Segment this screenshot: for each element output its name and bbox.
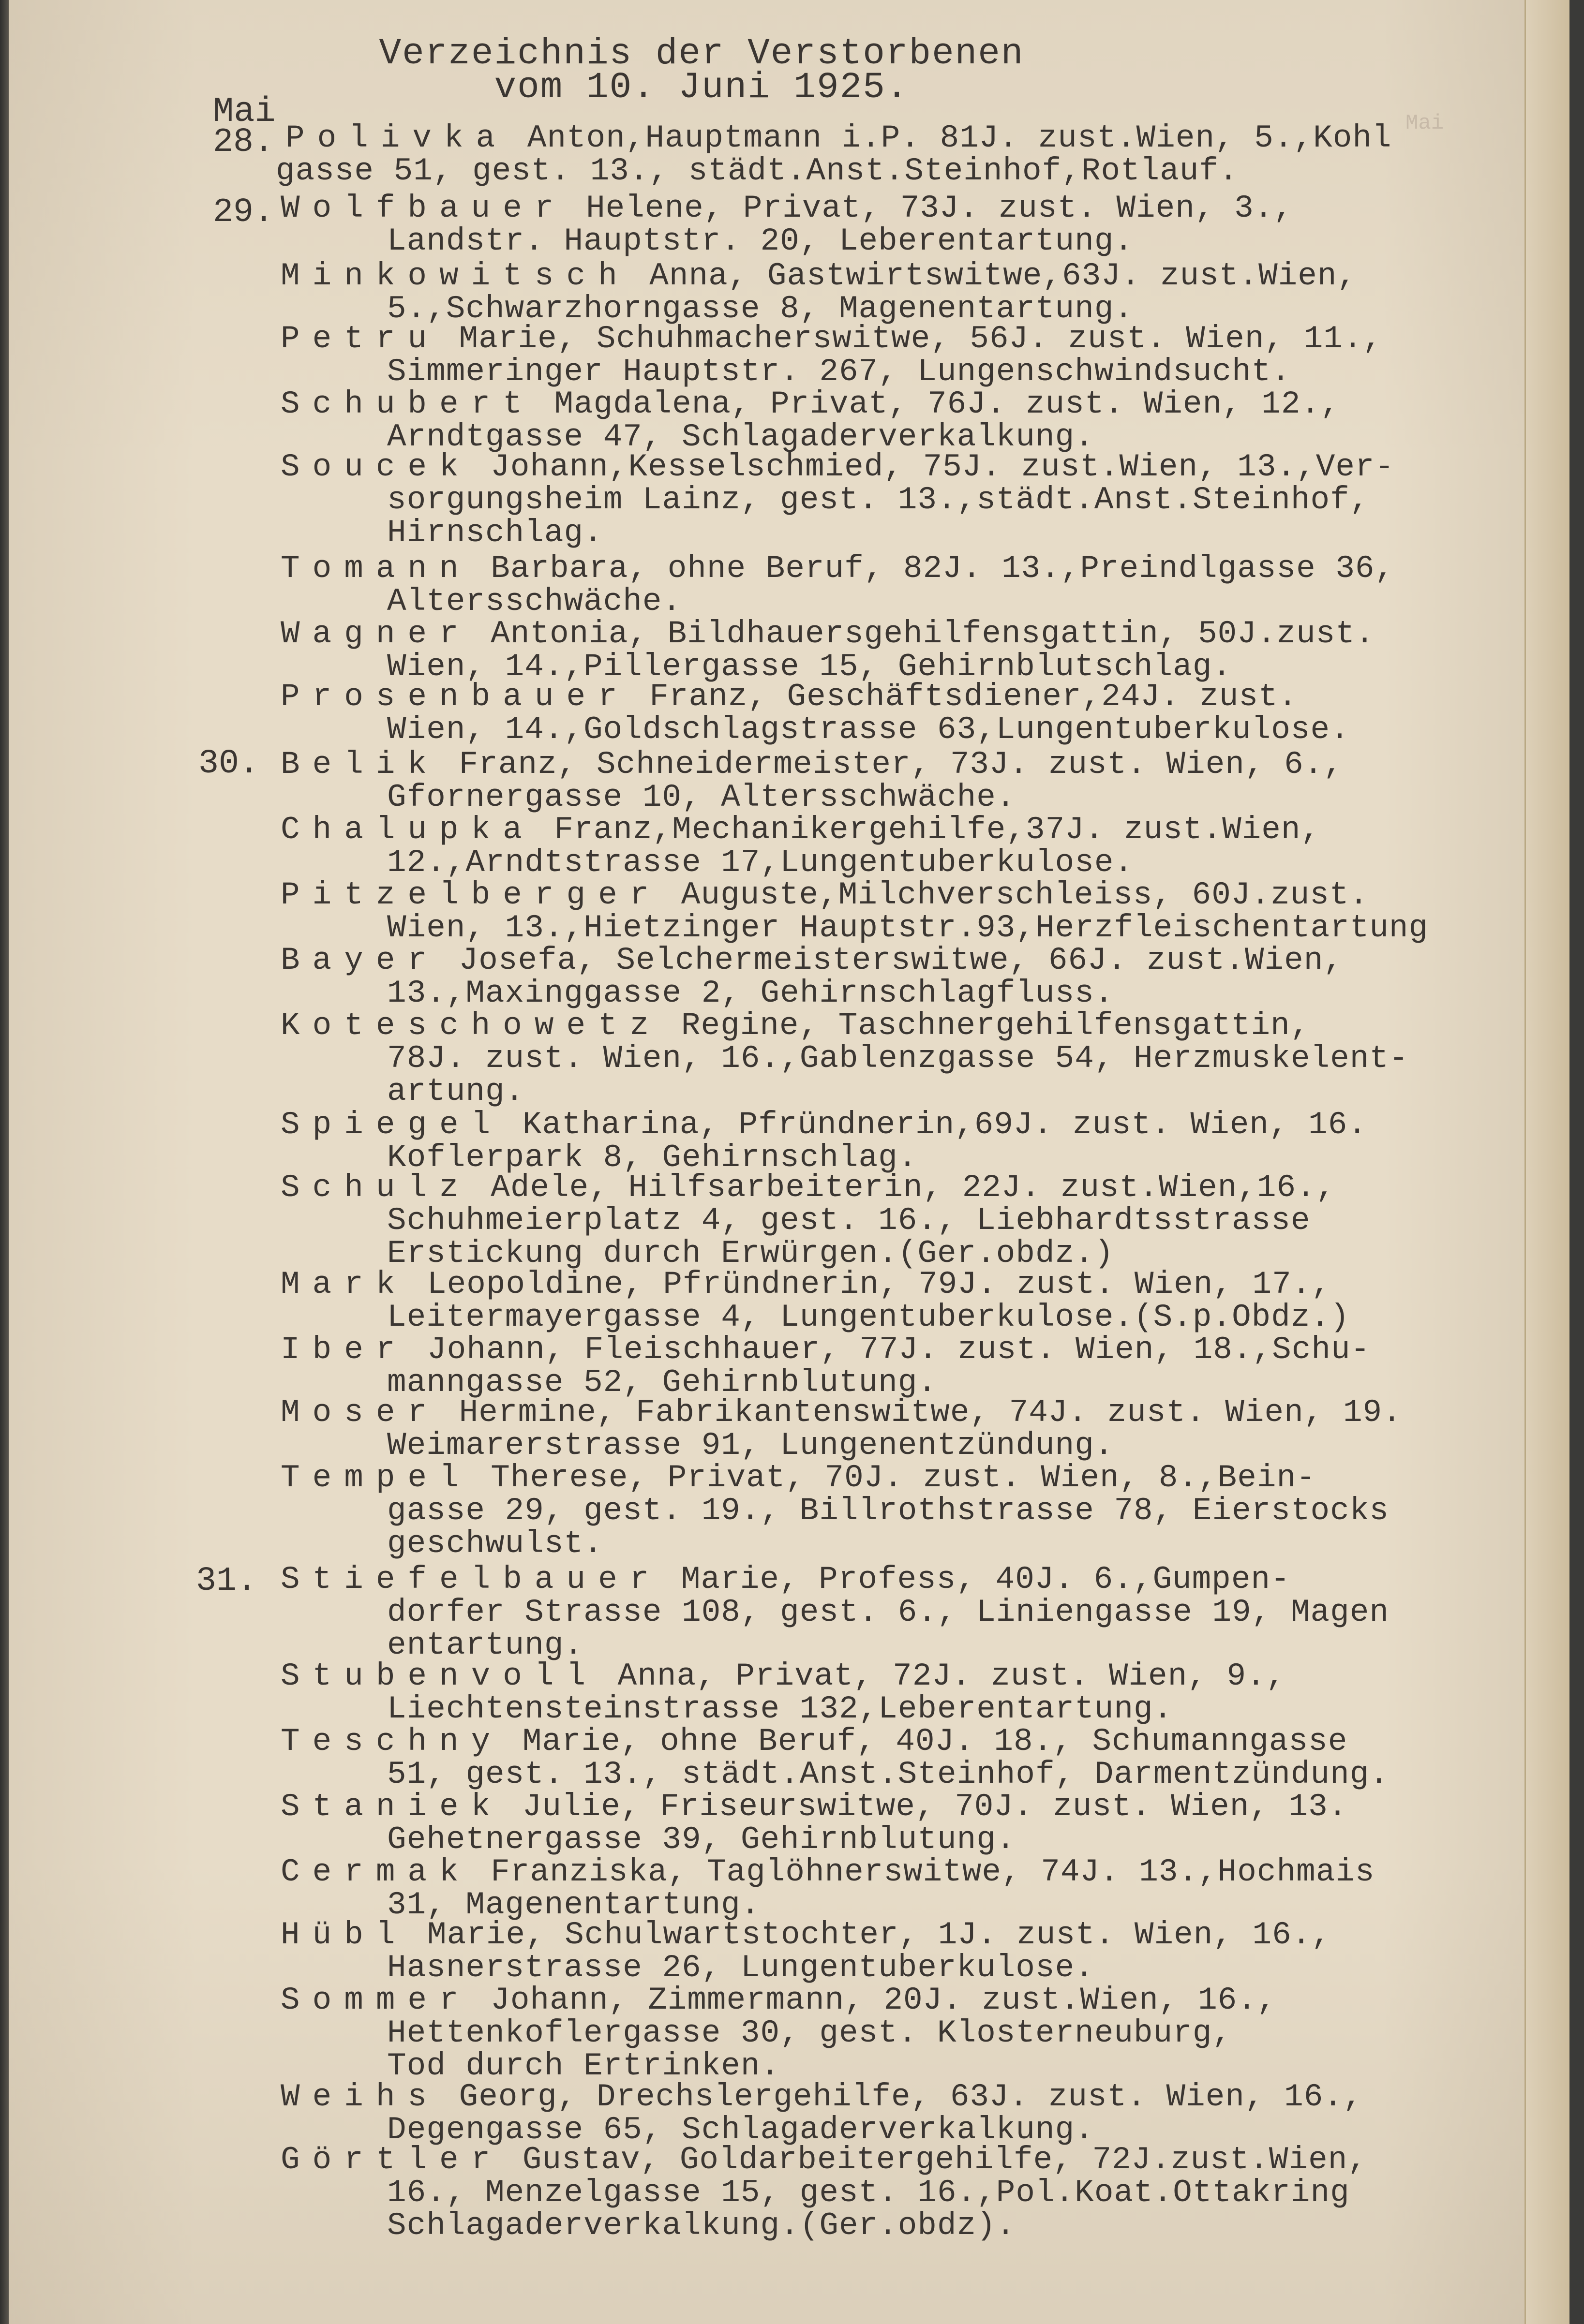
entry-26-line2: Hasnerstrasse 26, Lungentuberkulose. — [387, 1950, 1094, 1986]
entry-22-details: Anna, Privat, 72J. zust. Wien, 9., — [598, 1658, 1286, 1694]
entry-15-line1 — [281, 1108, 1367, 1142]
day-marker-30: 30. — [198, 745, 260, 783]
entry-5-line1 — [281, 387, 1340, 422]
entry-27-surname: Sommer — [281, 1982, 471, 2018]
entry-3-line2: 5.,Schwarzhorngasse 8, Magenentartung. — [387, 291, 1134, 327]
entry-13-line1 — [281, 943, 1343, 978]
entry-7-line2: Altersschwäche. — [387, 583, 682, 620]
entry-8-line2: Wien, 14.,Pillergasse 15, Gehirnblutschlag. — [387, 649, 1232, 685]
entry-18-line2: manngasse 52, Gehirnblutung. — [387, 1364, 937, 1401]
entry-14-line3: artung. — [387, 1073, 525, 1110]
day-marker-28: 28. — [213, 123, 274, 162]
entry-28-line1 — [281, 2080, 1363, 2115]
entry-26-surname: Hübl — [281, 1917, 408, 1953]
entry-9-surname: Prosenbauer — [281, 679, 630, 715]
entry-27-details: Johann, Zimmermann, 20J. zust.Wien, 16., — [471, 1982, 1277, 2018]
entry-19-line1 — [281, 1395, 1402, 1430]
entry-20-line2: gasse 29, gest. 19., Billrothstrasse 78, Eierstocks — [387, 1493, 1389, 1529]
entry-18-line1 — [281, 1332, 1370, 1367]
entry-13-surname: Bayer — [281, 942, 440, 978]
entry-18-details: Johann, Fleischhauer, 77J. zust. Wien, 18.,Schu- — [407, 1332, 1371, 1368]
entry-23-line1 — [281, 1724, 1347, 1759]
entry-20-details: Therese, Privat, 70J. zust. Wien, 8.,Bein- — [471, 1460, 1316, 1496]
entry-7-line1 — [281, 551, 1394, 586]
entry-22-line1 — [281, 1659, 1285, 1694]
entry-12-details: Auguste,Milchverschleiss, 60J.zust. — [661, 877, 1369, 913]
entry-16-line3: Erstickung durch Erwürgen.(Ger.obdz.) — [387, 1235, 1114, 1272]
entry-29-line3: Schlagaderverkalkung.(Ger.obdz). — [387, 2207, 1016, 2244]
entry-9-line2: Wien, 14.,Goldschlagstrasse 63,Lungentuberkulose. — [387, 711, 1350, 748]
entry-26-details: Marie, Schulwartstochter, 1J. zust. Wien, 16., — [407, 1917, 1331, 1953]
entry-26-line1 — [281, 1918, 1331, 1953]
entry-19-surname: Moser — [281, 1394, 440, 1431]
entry-15-line2: Koflerpark 8, Gehirnschlag. — [387, 1140, 918, 1176]
entry-22-surname: Stubenvoll — [281, 1658, 598, 1694]
entry-3-details: Anna, Gastwirtswitwe,63J. zust.Wien, — [629, 258, 1357, 294]
entry-15-surname: Spiegel — [281, 1107, 503, 1143]
entry-17-line1 — [281, 1267, 1331, 1302]
entry-28-surname: Weihs — [281, 2079, 440, 2115]
entry-11-line2: 12.,Arndtstrasse 17,Lungentuberkulose. — [387, 844, 1134, 881]
entry-18-surname: Iber — [281, 1332, 408, 1368]
entry-8-details: Antonia, Bildhauersgehilfensgattin, 50J.zust. — [471, 616, 1375, 652]
entry-15-details: Katharina, Pfründnerin,69J. zust. Wien, 16. — [503, 1107, 1367, 1143]
day-marker-29: 29. — [213, 193, 274, 232]
entry-23-details: Marie, ohne Beruf, 40J. 18., Schumanngasse — [503, 1723, 1348, 1760]
entry-5-surname: Schubert — [281, 386, 535, 422]
entry-14-line2: 78J. zust. Wien, 16.,Gablenzgasse 54, Herzmuskelent- — [387, 1040, 1409, 1077]
day-marker-31: 31. — [196, 1562, 257, 1600]
entry-3-line1 — [281, 259, 1357, 294]
entry-25-surname: Cermak — [281, 1854, 471, 1890]
entry-27-line3: Tod durch Ertrinken. — [387, 2048, 780, 2084]
entry-2-details: Helene, Privat, 73J. zust. Wien, 3., — [566, 190, 1293, 226]
entry-29-line1 — [281, 2143, 1367, 2177]
entry-29-surname: Görtler — [281, 2142, 503, 2178]
entry-21-line1 — [281, 1562, 1290, 1597]
entry-10-line1 — [281, 747, 1343, 782]
entry-4-details: Marie, Schuhmacherswitwe, 56J. zust. Wien, 11., — [439, 321, 1383, 357]
entry-11-surname: Chalupka — [281, 812, 535, 848]
entry-1-line2: gasse 51, gest. 13., städt.Anst.Steinhof,Rotlauf. — [276, 153, 1239, 189]
entry-17-surname: Mark — [281, 1266, 408, 1303]
entry-13-line2: 13.,Maxinggasse 2, Gehirnschlagfluss. — [387, 975, 1114, 1011]
entry-4-line1 — [281, 322, 1382, 356]
entry-11-line1 — [281, 813, 1320, 847]
entry-2-line2: Landstr. Hauptstr. 20, Leberentartung. — [387, 223, 1134, 259]
entry-19-details: Hermine, Fabrikantenswitwe, 74J. zust. Wien, 19. — [439, 1394, 1402, 1431]
entry-29-line2: 16., Menzelgasse 15, gest. 16.,Pol.Koat.Ottakring — [387, 2175, 1350, 2211]
entry-4-line2: Simmeringer Hauptstr. 267, Lungenschwindsucht. — [387, 354, 1291, 390]
entry-24-surname: Staniek — [281, 1789, 503, 1825]
entry-21-line2: dorfer Strasse 108, gest. 6., Liniengasse 19, Magen — [387, 1594, 1389, 1630]
entry-9-line1 — [281, 680, 1298, 714]
entry-25-details: Franziska, Taglöhnerswitwe, 74J. 13.,Hochmais — [471, 1854, 1375, 1890]
entry-12-line1 — [281, 878, 1369, 913]
entry-16-line1 — [281, 1170, 1335, 1205]
entry-6-line2: sorgungsheim Lainz, gest. 13.,städt.Anst.Steinhof, — [387, 482, 1370, 518]
entry-1-details: Anton,Hauptmann i.P. 81J. zust.Wien, 5.,Kohl — [508, 120, 1392, 156]
page-edge — [1524, 0, 1569, 2324]
entry-28-line2: Degengasse 65, Schlagaderverkalkung. — [387, 2112, 1094, 2148]
entry-29-details: Gustav, Goldarbeitergehilfe, 72J.zust.Wien, — [503, 2142, 1367, 2178]
entry-24-line2: Gehetnergasse 39, Gehirnblutung. — [387, 1821, 1016, 1858]
entry-25-line1 — [281, 1855, 1375, 1890]
entry-25-line2: 31, Magenentartung. — [387, 1887, 761, 1923]
entry-5-details: Magdalena, Privat, 76J. zust. Wien, 12., — [534, 386, 1340, 422]
entry-11-details: Franz,Mechanikergehilfe,37J. zust.Wien, — [534, 812, 1321, 848]
entry-8-surname: Wagner — [281, 616, 471, 652]
entry-27-line2: Hettenkoflergasse 30, gest. Klosterneuburg, — [387, 2015, 1232, 2051]
entry-20-line3: geschwulst. — [387, 1525, 603, 1562]
entry-16-surname: Schulz — [281, 1169, 471, 1206]
month-label: Mai — [213, 92, 276, 132]
entry-12-line2: Wien, 13.,Hietzinger Hauptstr.93,Herzfleischentartung — [387, 910, 1429, 946]
entry-21-line3: entartung. — [387, 1627, 584, 1663]
entry-19-line2: Weimarerstrasse 91, Lungenentzündung. — [387, 1427, 1114, 1464]
entry-21-surname: Stiefelbauer — [281, 1561, 662, 1598]
entry-6-line1 — [281, 450, 1394, 485]
entry-1-line1 — [285, 121, 1392, 156]
entry-2-line1 — [281, 191, 1293, 226]
entry-22-line2: Liechtensteinstrasse 132,Leberentartung. — [387, 1691, 1173, 1727]
entry-16-details: Adele, Hilfsarbeiterin, 22J. zust.Wien,16., — [471, 1169, 1336, 1206]
entry-28-details: Georg, Drechslergehilfe, 63J. zust. Wien, 16., — [439, 2079, 1363, 2115]
entry-17-details: Leopoldine, Pfründnerin, 79J. zust. Wien, 17., — [407, 1266, 1331, 1303]
entry-7-details: Barbara, ohne Beruf, 82J. 13.,Preindlgasse 36, — [471, 550, 1395, 587]
title-line-2: vom 10. Juni 1925. — [494, 67, 909, 108]
entry-14-line1 — [281, 1008, 1310, 1043]
entry-9-details: Franz, Geschäftsdiener,24J. zust. — [629, 679, 1298, 715]
entry-7-surname: Tomann — [281, 550, 471, 587]
entry-23-line2: 51, gest. 13., städt.Anst.Steinhof, Darmentzündung. — [387, 1756, 1389, 1792]
entry-17-line2: Leitermayergasse 4, Lungentuberkulose.(S.p.Obdz.) — [387, 1299, 1350, 1335]
entry-14-surname: Koteschowetz — [281, 1007, 662, 1044]
title-line-1: Verzeichnis der Verstorbenen — [379, 33, 1024, 74]
entry-8-line1 — [281, 617, 1375, 651]
entry-24-line1 — [281, 1790, 1347, 1824]
entry-12-surname: Pitzelberger — [281, 877, 662, 913]
entry-5-line2: Arndtgasse 47, Schlagaderverkalkung. — [387, 419, 1094, 455]
entry-1-surname: Polivka — [285, 120, 508, 156]
entry-10-details: Franz, Schneidermeister, 73J. zust. Wien, 6., — [439, 746, 1343, 783]
entry-6-line3: Hirnschlag. — [387, 515, 603, 551]
entry-21-details: Marie, Profess, 40J. 6.,Gumpen- — [661, 1561, 1290, 1598]
entry-27-line1 — [281, 1983, 1277, 2018]
entry-23-surname: Teschny — [281, 1723, 503, 1760]
entry-3-surname: Minkowitsch — [281, 258, 630, 294]
entry-14-details: Regine, Taschnergehilfensgattin, — [661, 1007, 1310, 1044]
entry-6-surname: Soucek — [281, 449, 471, 485]
entry-20-line1 — [281, 1461, 1316, 1495]
entry-4-surname: Petru — [281, 321, 440, 357]
entry-10-line2: Gfornergasse 10, Altersschwäche. — [387, 779, 1016, 815]
margin-mark: Mai — [1405, 111, 1444, 135]
entry-24-details: Julie, Friseurswitwe, 70J. zust. Wien, 13. — [503, 1789, 1348, 1825]
entry-16-line2: Schuhmeierplatz 4, gest. 16., Liebhardtsstrasse — [387, 1202, 1311, 1239]
entry-20-surname: Tempel — [281, 1460, 471, 1496]
entry-13-details: Josefa, Selchermeisterswitwe, 66J. zust.Wien, — [439, 942, 1343, 978]
entry-2-surname: Wolfbauer — [281, 190, 567, 226]
entry-10-surname: Belik — [281, 746, 440, 783]
entry-6-details: Johann,Kesselschmied, 75J. zust.Wien, 13.,Ver- — [471, 449, 1395, 485]
